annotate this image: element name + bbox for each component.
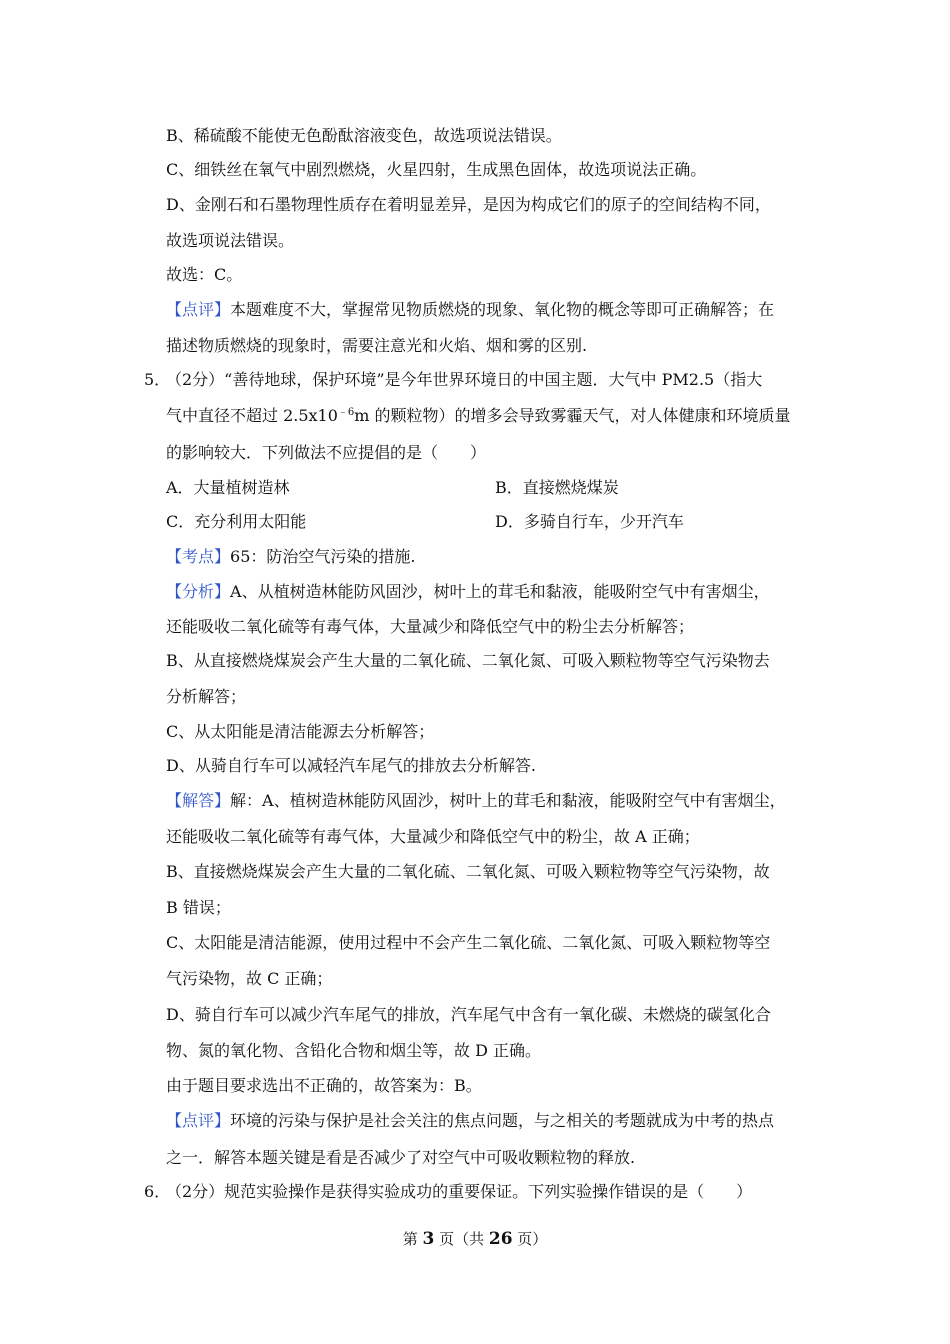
option-a: A．大量植树造林	[166, 478, 290, 497]
jieda-line-4: B 错误；	[166, 898, 231, 917]
pingjia-text-1: 环境的污染与保护是社会关注的焦点问题，与之相关的考题就成为中考的热点	[230, 1111, 775, 1130]
page-number: 3	[422, 1229, 435, 1249]
prev-option-d-text-2: 故选项说法错误。	[166, 231, 295, 250]
stem-2-exponent: ﹣6	[337, 407, 355, 418]
fenxi-line-5: C、从太阳能是清洁能源去分析解答；	[166, 722, 435, 741]
comment-tag: 【点评】	[166, 300, 231, 319]
question-5-stem-2	[166, 405, 791, 427]
jieda-line-8: 物、氮的氧化物、含铅化合物和烟尘等，故 D 正确。	[166, 1041, 542, 1060]
page-footer	[0, 1228, 950, 1249]
pingjia-line-1	[166, 1110, 774, 1132]
question-5-number: 5．	[144, 370, 171, 389]
option-c: C．充分利用太阳能	[166, 512, 307, 531]
question-5-stem-3: 的影响较大．下列做法不应提倡的是（ ）	[166, 443, 487, 462]
prev-option-b-text: B、稀硫酸不能使无色酚酞溶液变色，故选项说法错误。	[166, 126, 562, 145]
option-b: B．直接燃烧煤炭	[495, 478, 619, 497]
question-6-number: 6．	[144, 1182, 171, 1201]
footer-pre: 第	[402, 1230, 423, 1248]
prev-option-d-text-1: D、金刚石和石墨物理性质存在着明显差异，是因为构成它们的原子的空间结构不同，	[166, 195, 771, 214]
jieda-line-5: C、太阳能是清洁能源，使用过程中不会产生二氧化硫、二氧化氮、可吸入颗粒物等空	[166, 933, 771, 952]
question-5-stem-1: （2分）“善待地球，保护环境”是今年世界环境日的中国主题．大气中 PM2.5（指大	[166, 370, 763, 389]
stem-2-part-b: m 的颗粒物）的增多会导致雾霾天气，对人体健康和环境质量	[354, 406, 791, 425]
option-d: D．多骑自行车，少开汽车	[495, 512, 684, 531]
comment-text-1: 本题难度不大，掌握常见物质燃烧的现象、氧化物的概念等即可正确解答；在	[230, 300, 775, 319]
fenxi-line-2: 还能吸收二氧化硫等有毒气体，大量减少和降低空气中的粉尘去分析解答；	[166, 617, 695, 636]
pingjia-line-2: 之一．解答本题关键是看是否减少了对空气中可吸收颗粒物的释放.	[166, 1148, 636, 1167]
page-total: 26	[488, 1229, 513, 1249]
jieda-line-7: D、骑自行车可以减少汽车尾气的排放，汽车尾气中含有一氧化碳、未燃烧的碳氢化合	[166, 1005, 771, 1024]
question-6-stem: （2分）规范实验操作是获得实验成功的重要保证。下列实验操作错误的是（ ）	[166, 1182, 753, 1201]
kaodian-tag: 【考点】	[166, 547, 231, 566]
fenxi-line-1	[166, 581, 770, 603]
jieda-line-9: 由于题目要求选出不正确的，故答案为：B。	[166, 1076, 482, 1095]
stem-2-part-a: 气中直径不超过 2.5x10	[166, 406, 338, 425]
fenxi-line-4: 分析解答；	[166, 687, 247, 706]
footer-post: 页）	[512, 1230, 548, 1248]
fenxi-text-1: A、从植树造林能防风固沙，树叶上的茸毛和黏液，能吸附空气中有害烟尘，	[230, 582, 770, 601]
kaodian	[166, 546, 415, 568]
jieda-line-3: B、直接燃烧煤炭会产生大量的二氧化硫、二氧化氮、可吸入颗粒物等空气污染物，故	[166, 862, 770, 881]
jieda-line-2: 还能吸收二氧化硫等有毒气体，大量减少和降低空气中的粉尘，故 A 正确；	[166, 827, 700, 846]
jieda-line-6: 气污染物，故 C 正确；	[166, 969, 333, 988]
prev-comment-text-2: 描述物质燃烧的现象时，需要注意光和火焰、烟和雾的区别.	[166, 336, 588, 355]
fenxi-line-3: B、从直接燃烧煤炭会产生大量的二氧化硫、二氧化氮、可吸入颗粒物等空气污染物去	[166, 651, 770, 670]
fenxi-line-6: D、从骑自行车可以减轻汽车尾气的排放去分析解答.	[166, 756, 536, 775]
prev-option-c-text: C、细铁丝在氧气中剧烈燃烧，火星四射，生成黑色固体，故选项说法正确。	[166, 160, 707, 179]
jieda-tag: 【解答】	[166, 791, 231, 810]
fenxi-tag: 【分析】	[166, 582, 231, 601]
jieda-line-1	[166, 790, 786, 812]
prev-answer-choice: 故选：C。	[166, 265, 243, 284]
footer-mid: 页（共	[434, 1230, 489, 1248]
prev-comment	[166, 299, 774, 321]
kaodian-text: 65：防治空气污染的措施.	[230, 547, 416, 566]
jieda-text-1: 解：A、植树造林能防风固沙，树叶上的茸毛和黏液，能吸附空气中有害烟尘，	[230, 791, 786, 810]
pingjia-tag: 【点评】	[166, 1111, 231, 1130]
